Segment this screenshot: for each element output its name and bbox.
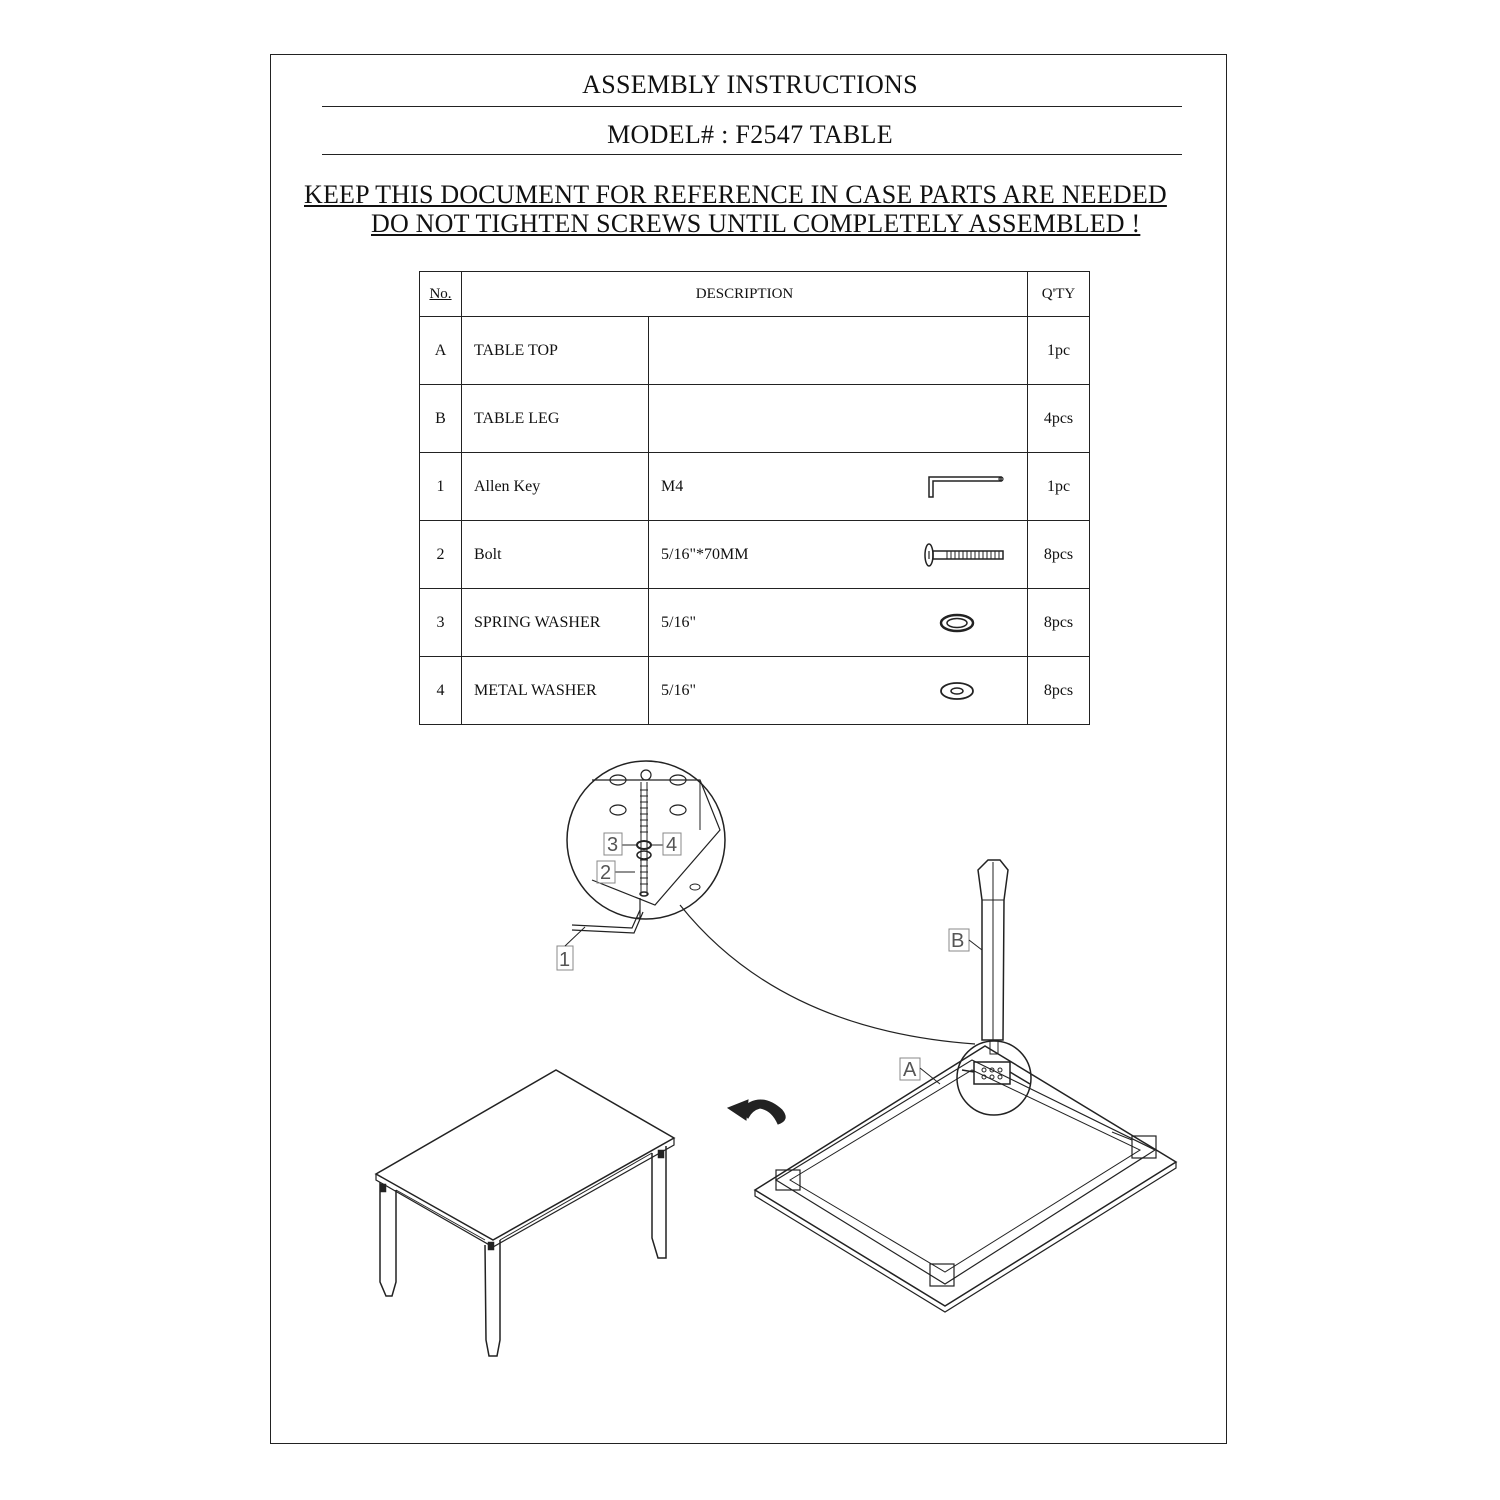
part-qty: 1pc <box>1028 317 1090 385</box>
part-spec-text: 5/16" <box>661 613 696 631</box>
part-name: TABLE LEG <box>462 385 649 453</box>
callout-label-a: A <box>903 1059 917 1081</box>
part-qty: 8pcs <box>1028 521 1090 589</box>
part-qty: 8pcs <box>1028 589 1090 657</box>
part-no: A <box>420 317 462 385</box>
flip-arrow-icon <box>728 1100 785 1124</box>
part-name: Allen Key <box>462 453 649 521</box>
part-qty: 4pcs <box>1028 385 1090 453</box>
column-header-no: No. <box>420 272 462 317</box>
part-spec-text: 5/16"*70MM <box>661 545 749 563</box>
part-no: 1 <box>420 453 462 521</box>
part-name: METAL WASHER <box>462 657 649 725</box>
column-header-qty: Q'TY <box>1028 272 1090 317</box>
part-no: B <box>420 385 462 453</box>
part-name: Bolt <box>462 521 649 589</box>
part-no: 4 <box>420 657 462 725</box>
callout-label-3: 3 <box>607 834 619 856</box>
document-title: ASSEMBLY INSTRUCTIONS <box>582 70 918 99</box>
part-qty: 8pcs <box>1028 657 1090 725</box>
model-number: MODEL# : F2547 TABLE <box>607 120 893 149</box>
callout-label-b: B <box>951 930 965 952</box>
part-name: SPRING WASHER <box>462 589 649 657</box>
assembled-table-drawing <box>376 1070 674 1356</box>
detail-connector-line <box>680 905 975 1044</box>
table-top-a-frame <box>755 1046 1176 1312</box>
part-no: 2 <box>420 521 462 589</box>
part-spec-text: M4 <box>661 477 684 495</box>
detail-magnifier <box>567 761 725 919</box>
tighten-warning: DO NOT TIGHTEN SCREWS UNTIL COMPLETELY ASSEMBLED ! <box>371 209 1141 238</box>
table-leg-b <box>969 860 1008 1040</box>
callout-label-4: 4 <box>666 834 678 856</box>
callout-label-1: 1 <box>559 949 571 971</box>
part-spec-text: 5/16" <box>661 681 696 699</box>
reference-notice: KEEP THIS DOCUMENT FOR REFERENCE IN CASE PARTS ARE NEEDED <box>304 180 1167 209</box>
part-no: 3 <box>420 589 462 657</box>
part-name: TABLE TOP <box>462 317 649 385</box>
callout-label-2: 2 <box>600 862 612 884</box>
allen-key-drawing <box>565 910 643 946</box>
part-qty: 1pc <box>1028 453 1090 521</box>
column-header-description: DESCRIPTION <box>462 272 1028 317</box>
